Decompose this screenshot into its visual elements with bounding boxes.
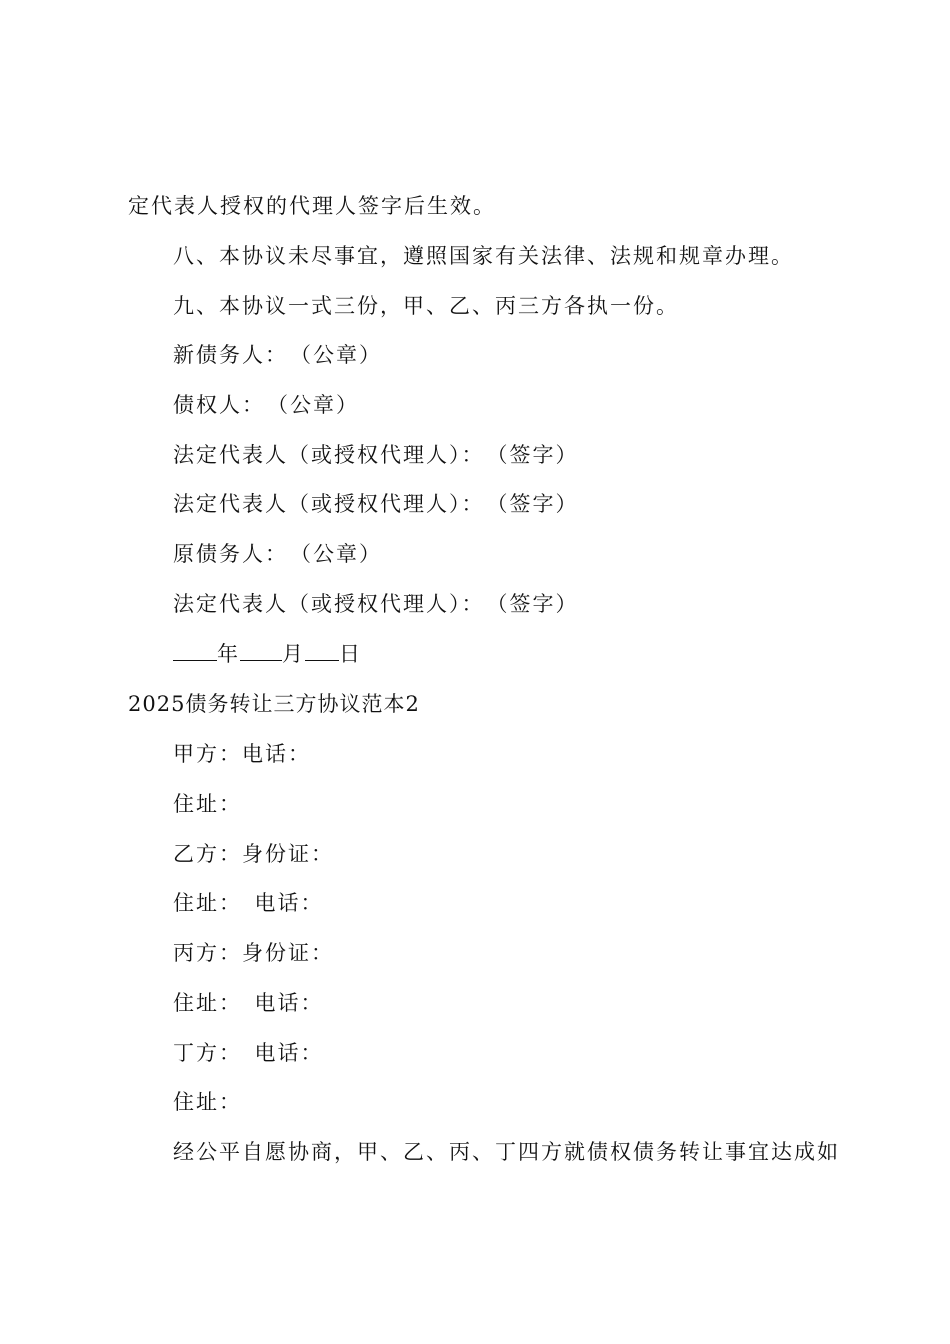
legal-rep-signature-line-1: 法定代表人（或授权代理人）： （签字） [173, 443, 579, 467]
section-title: 2025债务转让三方协议范本2 [128, 692, 420, 716]
party-a-address: 住址： [173, 792, 242, 816]
original-debtor-seal-line: 原债务人： （公章） [173, 542, 382, 566]
text-line-continuation: 定代表人授权的代理人签字后生效。 [128, 194, 496, 218]
clause-nine: 九、本协议一式三份，甲、乙、丙三方各执一份。 [173, 294, 679, 318]
party-b-address-phone: 住址： 电话： [173, 891, 324, 915]
party-d-phone: 丁方： 电话： [173, 1041, 324, 1065]
month-blank [240, 640, 282, 661]
party-c-address-phone: 住址： 电话： [173, 991, 324, 1015]
new-debtor-seal-line: 新债务人： （公章） [173, 343, 382, 367]
legal-rep-signature-line-2: 法定代表人（或授权代理人）： （签字） [173, 492, 579, 516]
date-line [173, 640, 362, 668]
day-label: 日 [339, 642, 362, 666]
creditor-seal-line: 债权人： （公章） [173, 393, 359, 417]
party-a-phone: 甲方：电话： [173, 742, 311, 766]
day-blank [305, 640, 339, 661]
party-c-id: 丙方：身份证： [173, 941, 334, 965]
year-label: 年 [217, 642, 240, 666]
legal-rep-signature-line-3: 法定代表人（或授权代理人）： （签字） [173, 592, 579, 616]
party-b-id: 乙方：身份证： [173, 842, 334, 866]
month-label: 月 [282, 642, 305, 666]
clause-eight: 八、本协议未尽事宜，遵照国家有关法律、法规和规章办理。 [173, 244, 794, 268]
party-d-address: 住址： [173, 1090, 242, 1114]
closing-paragraph: 经公平自愿协商，甲、乙、丙、丁四方就债权债务转让事宜达成如 [173, 1140, 840, 1164]
year-blank [173, 640, 217, 661]
